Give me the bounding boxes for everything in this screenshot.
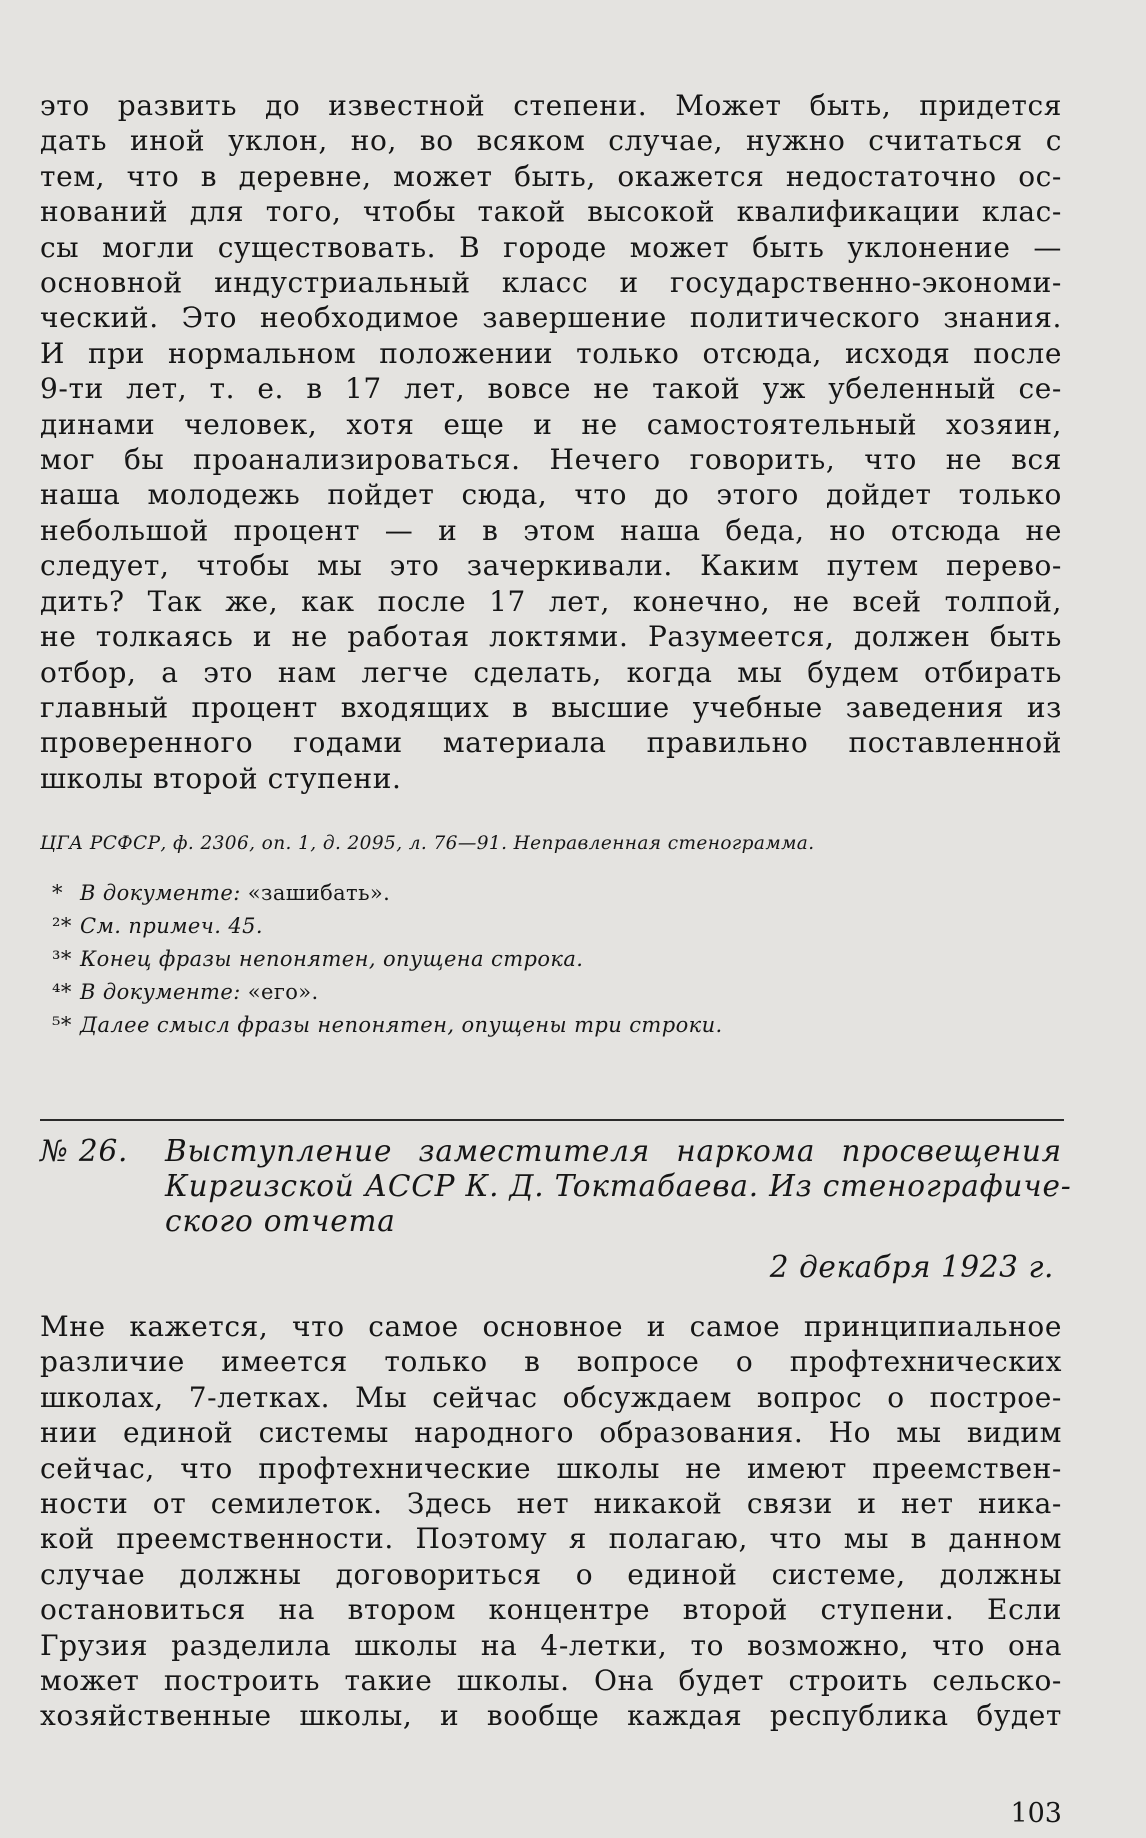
page-number: 103: [1010, 1798, 1062, 1829]
text-line: следует, чтобы мы это зачеркивали. Каким путем перево-: [40, 549, 1062, 583]
text-line: кой преемственности. Поэтому я полагаю, что мы в данном: [40, 1522, 1062, 1556]
footnote-mark: ⁵*: [52, 1013, 72, 1037]
document-heading: [165, 1134, 1072, 1239]
text-line: динами человек, хотя еще и не самостоятельный хозяин,: [40, 407, 1062, 441]
footnote-italic-text: Конец фразы непонятен, опущена строка.: [80, 947, 584, 971]
footnote: [52, 979, 319, 1006]
footnote: [52, 1012, 723, 1039]
text-line: остановиться на втором концентре второй ступени. Если: [40, 1593, 1062, 1627]
footnote-text: «его».: [240, 980, 319, 1004]
footnote-mark: *: [52, 881, 63, 905]
text-line: хозяйственные школы, и вообще каждая республика будет: [40, 1699, 1062, 1733]
document-number: № 26.: [40, 1134, 129, 1168]
archive-source-citation: ЦГА РСФСР, ф. 2306, оп. 1, д. 2095, л. 76—91. Неправленная стенограмма.: [40, 833, 815, 854]
text-line: проверенного годами материала правильно поставленной: [40, 726, 1062, 760]
text-line: школы второй ступени.: [40, 761, 402, 795]
section-divider: [40, 1119, 1064, 1121]
text-line: основной индустриальный класс и государственно-экономи-: [40, 266, 1062, 300]
text-line: ности от семилеток. Здесь нет никакой связи и нет ника-: [40, 1487, 1062, 1521]
text-line: 9-ти лет, т. е. в 17 лет, вовсе не такой уж убеленный се-: [40, 372, 1062, 406]
text-line: отбор, а это нам легче сделать, когда мы будем отбирать: [40, 655, 1062, 689]
text-line: различие имеется только в вопросе о профтехнических: [40, 1345, 1062, 1379]
text-line: главный процент входящих в высшие учебные заведения из: [40, 690, 1062, 724]
document-date: 2 декабря 1923 г.: [769, 1250, 1054, 1284]
footnote-italic-text: В документе:: [80, 881, 241, 905]
text-line: дить? Так же, как после 17 лет, конечно, не всей толпой,: [40, 584, 1062, 618]
text-line: это развить до известной степени. Может быть, придется: [40, 89, 1062, 122]
footnote-italic-text: Далее смысл фразы непонятен, опущены три строки.: [80, 1013, 723, 1037]
footnote: [52, 880, 390, 907]
text-line: нований для того, чтобы такой высокой квалификации клас-: [40, 195, 1062, 229]
footnote-mark: ³*: [52, 947, 72, 971]
footnote-mark: ⁴*: [52, 980, 72, 1004]
footnote-italic-text: См. примеч. 45.: [80, 914, 263, 938]
text-line: Мне кажется, что самое основное и самое принципиальное: [40, 1310, 1062, 1343]
text-line: небольшой процент — и в этом наша беда, но отсюда не: [40, 513, 1062, 547]
text-line: тем, что в деревне, может быть, окажется недостаточно ос-: [40, 159, 1062, 193]
text-line: дать иной уклон, но, во всяком случае, нужно считаться с: [40, 124, 1062, 158]
text-line: сы могли существовать. В городе может быть уклонение —: [40, 230, 1062, 264]
text-line: Грузия разделила школы на 4-летки, то возможно, что она: [40, 1628, 1062, 1662]
text-line: случае должны договориться о единой системе, должны: [40, 1557, 1062, 1591]
footnote: [52, 913, 263, 940]
footnote: [52, 946, 583, 973]
text-line: может построить такие школы. Она будет строить сельско-: [40, 1664, 1062, 1698]
heading-line: Выступление заместителя наркома просвещения: [165, 1134, 1062, 1168]
heading-line: Киргизской АССР К. Д. Toктабаева. Из стенографиче-: [165, 1169, 1072, 1203]
text-line: ческий. Это необходимое завершение политического знания.: [40, 301, 1062, 335]
text-line: не толкаясь и не работая локтями. Разумеется, должен быть: [40, 620, 1062, 654]
paragraph-speech: [40, 1309, 1062, 1734]
text-line: И при нормальном положении только отсюда, исходя после: [40, 336, 1062, 370]
text-line: сейчас, что профтехнические школы не имеют преемствен-: [40, 1451, 1062, 1485]
heading-line: ского отчета: [165, 1204, 396, 1238]
text-line: наша молодежь пойдет сюда, что до этого дойдет только: [40, 478, 1062, 512]
paragraph-continuation: [40, 88, 1062, 796]
footnote-mark: ²*: [52, 914, 72, 938]
text-line: нии единой системы народного образования. Но мы видим: [40, 1416, 1062, 1450]
text-line: мог бы проанализироваться. Нечего говорить, что не вся: [40, 443, 1062, 477]
footnote-text: «зашибать».: [240, 881, 391, 905]
footnote-italic-text: В документе:: [80, 980, 241, 1004]
text-line: школах, 7-летках. Мы сейчас обсуждаем вопрос о построе-: [40, 1380, 1062, 1414]
